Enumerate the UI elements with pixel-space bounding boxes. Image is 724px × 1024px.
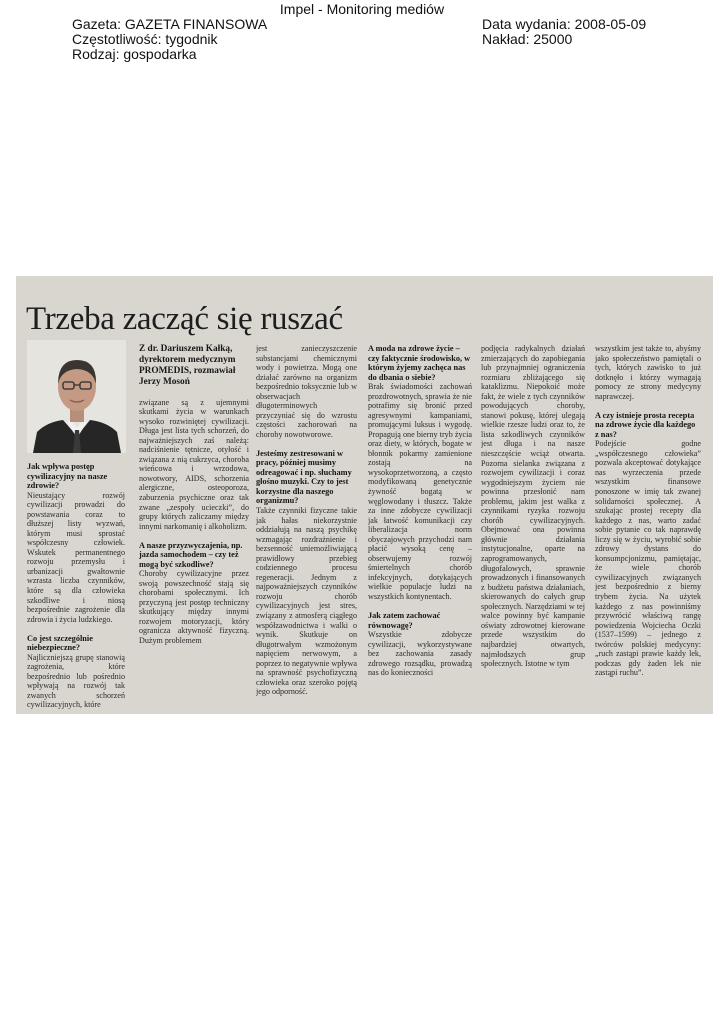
answer-paragraph: Podejście godne „współczesnego człowieka” pozwala akceptować dotykające nas wyrzeczenia przede wszystkim finansowe ponoszone w imię tak zwanej solidarności społecznej. A szukając prostej recepty dla każdego z nas, warto zadać sobie pytanie co tak naprawdę liczy się w życiu, wyrobić sobie zdrowy dystans do konsumpcjonizmu, pamiętając, że wiele chorób cywilizacyjnych związanych jest bezpośrednio z bierny trybem życia. Na użytek każdego z nas powinniśmy przywrócić właściwą rangę powiedzenia Wojciecha Oczki (1537–1599) – jednego z twórców polskiej medycyny: „ruch zastąpi prawie każdy lek, podczas gdy żaden lek nie zastąpi ruchu”. — [595, 439, 701, 678]
naklad-label: Nakład: 25000 — [482, 31, 573, 47]
answer-paragraph: wszystkim jest także to, abyśmy jako społeczeństwo pamiętali o tych, których zawisko to już dotknęło i którzy wymagają pomocy ze strony medycyny naprawczej. — [595, 344, 701, 401]
answer-paragraph: Brak świadomości zachowań prozdrowotnych, sprawia że nie potrafimy się bronić przed agresywnymi kampaniami, promującymi luksus i wygodę. Propagują one bierny tryb życia oraz diety, w których, bogate w błonnik pokarmy zamienione zostają na wysokoprzetworzoną, a często modyfikowaną genetycznie żywność bogatą w węglowodany i tłuszcz. Także za inne zdobycze cywilizacji jak łatwość komunikacji czy liberalizacja norm obyczajowych przychodzi nam płacić wysoką cenę – obserwujemy rozwój śmiertelnych chorób infekcyjnych, dotykających wielkie populacje ludzi na wszystkich kontynentach. — [368, 382, 472, 602]
rodzaj-label: Rodzaj: gospodarka — [72, 46, 197, 62]
article-column-6 — [595, 344, 701, 710]
question-heading: Jesteśmy zestresowani w pracy, później musimy odreagować i np. słuchamy głośno muzyki. Czy to jest korzystne dla naszego organizmu? — [256, 448, 352, 506]
czestotliwosc-label: Częstotliwość: tygodnik — [72, 31, 218, 47]
question-heading: Co jest szczególnie niebezpieczne? — [27, 633, 93, 653]
article-clipping — [16, 276, 713, 714]
question-heading: Jak wpływa postęp cywilizacyjny na nasze zdrowie? — [27, 462, 108, 490]
data-wydania-label: Data wydania: 2008-05-09 — [482, 16, 647, 32]
article-headline: Trzeba zacząć się ruszać — [26, 301, 343, 337]
question-heading: Jak zatem zachować równowagę? — [368, 611, 441, 630]
answer-paragraph: Także czynniki fizyczne takie jak hałas niekorzystnie oddziałują na naszą psychikę wzmagając rozdrażnienie i bezsenność uniemożliwiającą prawidłowy przebieg codziennego procesu regeneracji. Jednym z najpoważniejszych czynników rozwoju chorób cywilizacyjnych jest stres, związany z atmosferą ciągłego współzawodnictwa i walki o wynik. Skutkuje on długotrwałym wzmożonym napięciem nerwowym, a poprzez to negatywnie wpływa na sprawność psychofizyczną człowieka oraz szeroko pojętą jego odporność. — [256, 505, 357, 697]
gazeta-label: Gazeta: GAZETA FINANSOWA — [72, 16, 268, 32]
answer-paragraph: Najliczniejszą grupę stanowią zagrożenia, które bezpośrednio lub pośrednio wpływają na rozwój tak zwanych schorzeń cywilizacyjnych, które — [27, 652, 125, 710]
article-column-3 — [256, 344, 357, 710]
interview-intro: Z dr. Dariuszem Kałką, dyrektorem medycznym PROMEDIS, rozmawiał Jerzy Mosoń — [139, 344, 236, 387]
article-column-2 — [139, 344, 249, 710]
answer-paragraph: Wszystkie zdobycze cywilizacji, wykorzystywane bez zachowania zasady zdrowego rozsądku, prowadzą nas do konieczności — [368, 630, 472, 678]
answer-paragraph: podjęcia radykalnych działań zmierzających do zapobiegania lub przynajmniej ograniczenia rozmiaru zbliżającego się kataklizmu. Niepokoić może fakt, że wiele z tych czynników powodujących choroby, stanowi pokusę, której ulegają wielkie rzesze ludzi oraz to, że lista szkodliwych czynników jest długa i na nasze nieszczęście wciąż otwarta. Pozorna sielanka związana z rozwojem cywilizacji i coraz wygodniejszym życiem nie powinna przesłonić nam problemu, jakim jest walka z czynnikami ryzyka rozwoju chorób cywilizacyjnych. Obejmować ona powinna głównie działania instytucjonalne, oparte na zaprogramowanych, długofalowych, sprawnie prowadzonych i finansowanych z budżetu państwa działaniach, skierowanych do całych grup społecznych. Narzędziami w tej walce powinny być kampanie oświaty zdrowotnej kierowane przede wszystkim do najbardziej otwartych, najmłodszych grup społecznych. Istotne w tym — [481, 344, 585, 669]
article-column-4 — [368, 344, 472, 710]
article-column-1 — [27, 462, 125, 710]
interviewee-photo — [27, 340, 126, 453]
question-heading: A czy istnieje prosta recepta na zdrowe życie dla każdego z nas? — [595, 410, 696, 439]
article-column-5 — [481, 344, 585, 710]
question-heading: A nasze przyzwyczajenia, np. jazda samochodem – czy też mogą być szkodliwe? — [139, 540, 243, 569]
monitoring-header-title: Impel - Monitoring mediów — [279, 1, 445, 17]
answer-paragraph: związane są z ujemnymi skutkami życia w warunkach wysoko rozwiniętej cywilizacji. Długa jest lista tych schorzeń, do najważniejszych zaś należą: nadciśnienie tętnicze, otyłość i związana z nią cukrzyca, choroba wieńcowa i wrzodowa, nowotwory, AIDS, schorzenia alergiczne, osteoporoza, zaburzenia psychiczne oraz tak zwane „zespoły ucieczki”, do grupy których zaliczamy między innymi narkomanię i alkoholizm. — [139, 397, 249, 531]
answer-paragraph: Nieustający rozwój cywilizacji prowadzi do powstawania coraz to dłuższej listy wyzwań, którym musi sprostać współczesny człowiek. Wskutek permanentnego rozwoju przemysłu i urbanizacji gwałtownie wzrasta liczba czynników, które są dla człowieka szkodliwe i niosą bezpośrednie zagrożenie dla zdrowia i życia ludzkiego. — [27, 490, 125, 624]
portrait-illustration — [27, 340, 126, 453]
question-heading: A moda na zdrowe życie – czy faktycznie środowisko, w którym żyjemy zachęca nas do dbania o siebie? — [368, 344, 471, 382]
answer-paragraph: Choroby cywilizacyjne przez swoją powszechność stają się chorobami społecznymi. Ich przyczyną jest postęp techniczny skutkujący między innymi rozwojem motoryzacji, który ogranicza aktywność fizyczną. Dużym problemem — [139, 569, 249, 645]
answer-paragraph: jest zanieczyszczenie substancjami chemicznymi wody i powietrza. Mogą one działać zarówno na organizm bezpośrednio toksycznie lub w obserwacjach długoterminowych przyczyniać się do wzrostu częstości zachorowań na choroby nowotworowe. — [256, 344, 357, 439]
